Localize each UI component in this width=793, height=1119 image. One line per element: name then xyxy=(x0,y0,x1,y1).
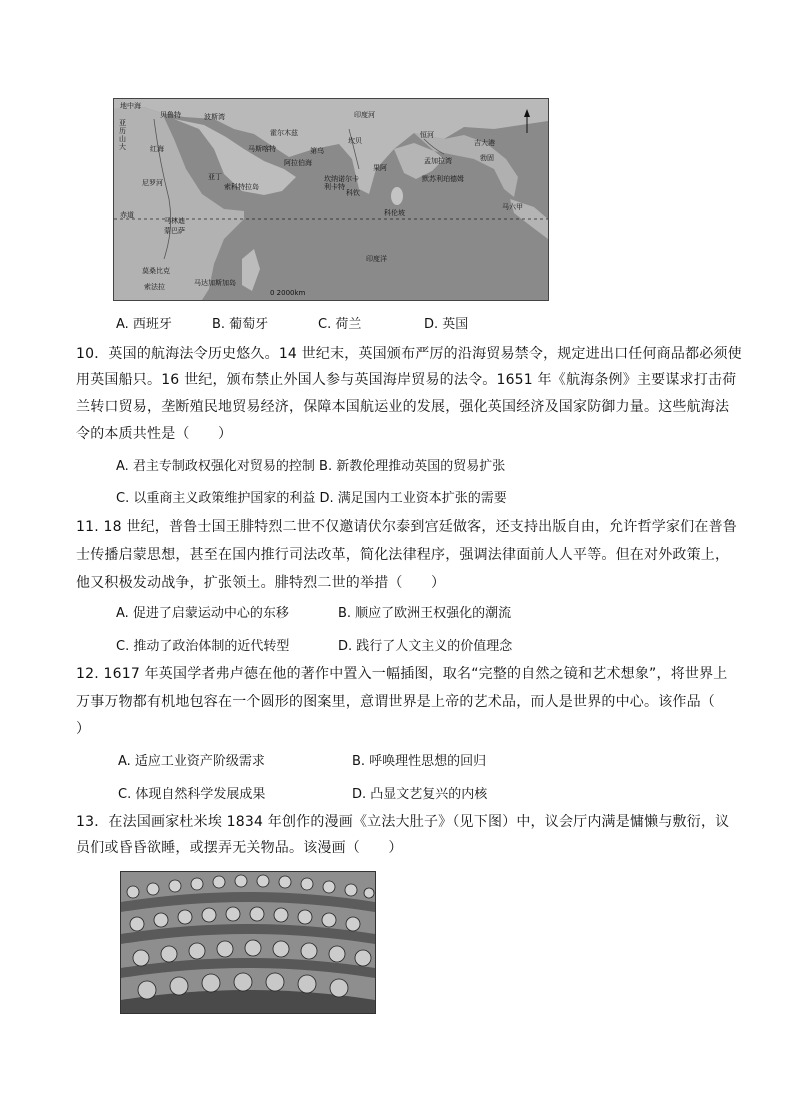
q9-option-a[interactable]: A. 西班牙 xyxy=(116,317,172,332)
map-label: 默苏利珀德姆 xyxy=(422,175,464,183)
map-label: 莫桑比克 xyxy=(142,267,170,275)
cartoon-drawing xyxy=(121,872,375,1013)
map-label: 亚丁 xyxy=(208,173,222,181)
q10-options-ab[interactable]: A. 君主专制政权强化对贸易的控制 B. 新教伦理推动英国的贸易扩张 xyxy=(116,459,506,474)
q12-option-b[interactable]: B. 呼唤理性思想的回归 xyxy=(352,754,487,769)
q12-option-d[interactable]: D. 凸显文艺复兴的内核 xyxy=(352,787,488,802)
map-label: 地中海 xyxy=(120,102,141,110)
map-label: 贝鲁特 xyxy=(160,111,181,119)
map-label: 科伦坡 xyxy=(384,209,405,217)
map-label: 勃固 xyxy=(480,154,494,162)
map-label: 孟加拉湾 xyxy=(424,157,452,165)
q11-text-line: 11. 18 世纪，普鲁士国王腓特烈二世不仅邀请伏尔泰到宫廷做客，还支持出版自由，允许哲学家们在普鲁 xyxy=(76,519,737,535)
map-label: 恒河 xyxy=(420,131,434,139)
q10-options-cd[interactable]: C. 以重商主义政策维护国家的利益 D. 满足国内工业资本扩张的需要 xyxy=(116,491,507,506)
q11-text-line: 士传播启蒙思想，甚至在国内推行司法改革，简化法律程序，强调法律面前人人平等。但在对外政策上， xyxy=(76,547,730,563)
q12-text-line: ） xyxy=(76,721,91,737)
map-label: 索法拉 xyxy=(144,283,165,291)
map-label: 印度洋 xyxy=(366,255,387,263)
q12-option-c[interactable]: C. 体现自然科学发展成果 xyxy=(118,787,266,802)
q11-text-line: 他又积极发动战争，扩张领土。腓特烈二世的举措（ ） xyxy=(76,575,446,591)
map-label: 坎贝 xyxy=(348,137,362,145)
map-label: 马斯喀特 xyxy=(248,145,276,153)
map-scale: 0 2000km xyxy=(270,289,306,297)
map-label: 坎纳诺尔卡利卡特 xyxy=(324,175,359,191)
map-label: 赤道 xyxy=(120,211,134,219)
map-label: 马林迪 xyxy=(164,217,185,225)
map-label: 蒙巴萨 xyxy=(164,227,185,235)
q13-text-line: 员们或昏昏欲睡，或摆弄无关物品。该漫画（ ） xyxy=(76,840,403,856)
q11-option-c[interactable]: C. 推动了政治体制的近代转型 xyxy=(116,639,290,654)
map-label: 红海 xyxy=(150,145,164,153)
map-label: 印度河 xyxy=(354,111,375,119)
map-label: 科钦 xyxy=(346,189,360,197)
map-figure xyxy=(113,98,549,301)
map-label: 果阿 xyxy=(373,164,387,172)
map-drawing xyxy=(114,99,548,300)
map-label: 阿拉伯海 xyxy=(284,159,312,167)
q13-text-line: 13．在法国画家杜米埃 1834 年创作的漫画《立法大肚子》（见下图）中，议会厅内满是慵懒与敷衍，议 xyxy=(76,814,730,830)
q11-option-b[interactable]: B. 顺应了欧洲王权强化的潮流 xyxy=(338,606,512,621)
q9-option-d[interactable]: D. 英国 xyxy=(424,317,469,332)
map-label: 马达加斯加岛 xyxy=(194,279,236,287)
map-label: 吉大港 xyxy=(474,139,495,147)
q12-option-a[interactable]: A. 适应工业资产阶级需求 xyxy=(118,754,265,769)
q11-option-a[interactable]: A. 促进了启蒙运动中心的东移 xyxy=(116,606,289,621)
q10-text-line: 令的本质共性是（ ） xyxy=(76,426,233,442)
q10-text-line: 10．英国的航海法令历史悠久。14 世纪末，英国颁布严厉的沿海贸易禁令，规定进出口任何商品都必须使 xyxy=(76,346,742,362)
q11-option-d[interactable]: D. 践行了人文主义的价值理念 xyxy=(338,639,513,654)
q10-text-line: 用英国船只。16 世纪，颁布禁止外国人参与英国海岸贸易的法令。1651 年《航海条例》主要谋求打击荷 xyxy=(76,372,737,388)
map-label: 马六甲 xyxy=(502,203,523,211)
map-label: 尼罗河 xyxy=(142,179,163,187)
q9-option-b[interactable]: B. 葡萄牙 xyxy=(212,317,269,332)
q10-text-line: 兰转口贸易，垄断殖民地贸易经济，保障本国航运业的发展，强化英国经济及国家防御力量。这些航海法 xyxy=(76,399,730,415)
map-label: 亚历山大 xyxy=(119,119,126,151)
q12-text-line: 万事万物都有机地包容在一个圆形的图案里，意谓世界是上帝的艺术品，而人是世界的中心。该作品（ xyxy=(76,694,715,710)
map-label: 波斯湾 xyxy=(204,113,225,121)
map-label: 索科特拉岛 xyxy=(224,183,259,191)
cartoon-image xyxy=(120,871,376,1014)
map-label: 第乌 xyxy=(310,147,324,155)
map-label: 霍尔木兹 xyxy=(270,129,298,137)
q12-text-line: 12. 1617 年英国学者弗卢德在他的著作中置入一幅插图，取名“完整的自然之镜和艺术想象”，将世界上 xyxy=(76,666,728,682)
q9-option-c[interactable]: C. 荷兰 xyxy=(318,317,362,332)
